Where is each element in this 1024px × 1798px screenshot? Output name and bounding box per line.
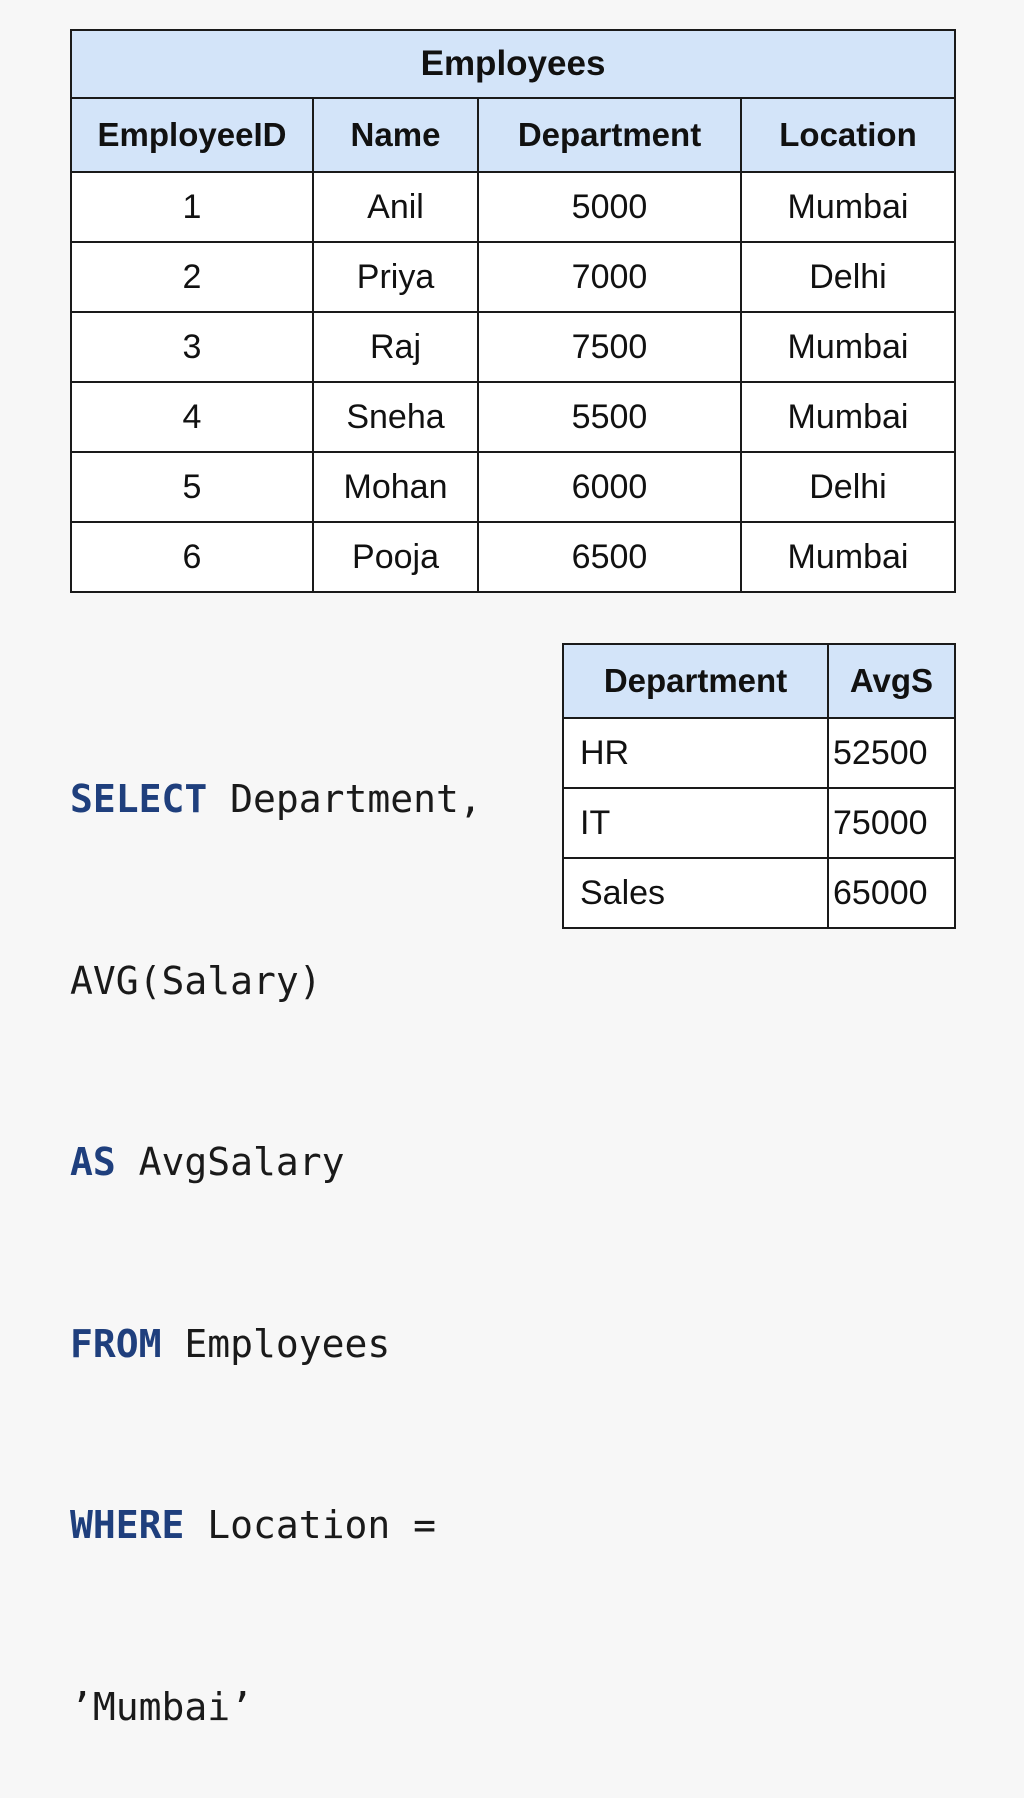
- sql-keyword: SELECT: [70, 777, 208, 821]
- sql-text: Employees: [161, 1321, 391, 1366]
- employee-name-cell: Raj: [313, 312, 478, 382]
- table-row: [563, 718, 955, 788]
- employee-id-cell: 2: [71, 242, 313, 312]
- result-avg-cell: 65000: [828, 858, 955, 928]
- employee-department-cell: 5000: [478, 172, 741, 242]
- employee-location-cell: Delhi: [741, 242, 955, 312]
- employee-name-cell: Sneha: [313, 382, 478, 452]
- result-table: [562, 643, 956, 929]
- employee-id-cell: 3: [71, 312, 313, 382]
- sql-line: [70, 1677, 482, 1738]
- header-department: Department: [478, 98, 741, 172]
- employee-department-cell: 7000: [478, 242, 741, 312]
- sql-query: [70, 648, 482, 1798]
- sql-keyword: WHERE: [70, 1503, 185, 1547]
- employee-name-cell: Anil: [313, 172, 478, 242]
- sql-text: AvgSalary: [115, 1140, 345, 1184]
- table-row: [71, 172, 955, 242]
- sql-text: ’Mumbai’: [70, 1684, 254, 1729]
- employee-id-cell: 4: [71, 382, 313, 452]
- result-header-department: Department: [563, 644, 828, 718]
- table-row: [71, 312, 955, 382]
- table-row: [71, 242, 955, 312]
- sql-keyword: FROM: [70, 1321, 162, 1366]
- sql-text: Department,: [207, 777, 482, 821]
- employee-location-cell: Mumbai: [741, 522, 955, 592]
- sql-line: [70, 951, 482, 1012]
- sql-line: [70, 1495, 482, 1556]
- sql-text: Location =: [184, 1503, 437, 1547]
- employee-location-cell: Delhi: [741, 452, 955, 522]
- result-avg-cell: 75000: [828, 788, 955, 858]
- result-avg-cell: 52500: [828, 718, 955, 788]
- header-location: Location: [741, 98, 955, 172]
- employees-header-row: [71, 98, 955, 172]
- employee-department-cell: 6500: [478, 522, 741, 592]
- employee-name-cell: Priya: [313, 242, 478, 312]
- sql-keyword: AS: [70, 1140, 116, 1184]
- table-row: [563, 788, 955, 858]
- sql-line: [70, 1314, 482, 1375]
- sql-line: [70, 769, 482, 830]
- employee-location-cell: Mumbai: [741, 312, 955, 382]
- result-department-cell: Sales: [563, 858, 828, 928]
- table-row: [563, 858, 955, 928]
- result-header-row: [563, 644, 955, 718]
- employees-table: [70, 29, 956, 593]
- employee-name-cell: Pooja: [313, 522, 478, 592]
- table-row: [71, 452, 955, 522]
- employee-id-cell: 6: [71, 522, 313, 592]
- table-row: [71, 382, 955, 452]
- result-department-cell: HR: [563, 718, 828, 788]
- table-row: [71, 522, 955, 592]
- sql-line: [70, 1132, 482, 1193]
- employee-department-cell: 6000: [478, 452, 741, 522]
- result-department-cell: IT: [563, 788, 828, 858]
- employee-department-cell: 7500: [478, 312, 741, 382]
- employee-location-cell: Mumbai: [741, 382, 955, 452]
- employee-name-cell: Mohan: [313, 452, 478, 522]
- employee-id-cell: 1: [71, 172, 313, 242]
- sql-text: AVG(Salary): [70, 958, 322, 1003]
- employees-title-row: [71, 30, 955, 98]
- employee-location-cell: Mumbai: [741, 172, 955, 242]
- employee-id-cell: 5: [71, 452, 313, 522]
- header-name: Name: [313, 98, 478, 172]
- result-header-avg-salary: AvgS: [828, 644, 955, 718]
- employee-department-cell: 5500: [478, 382, 741, 452]
- header-employeeid: EmployeeID: [71, 98, 313, 172]
- employees-table-title: Employees: [71, 30, 955, 98]
